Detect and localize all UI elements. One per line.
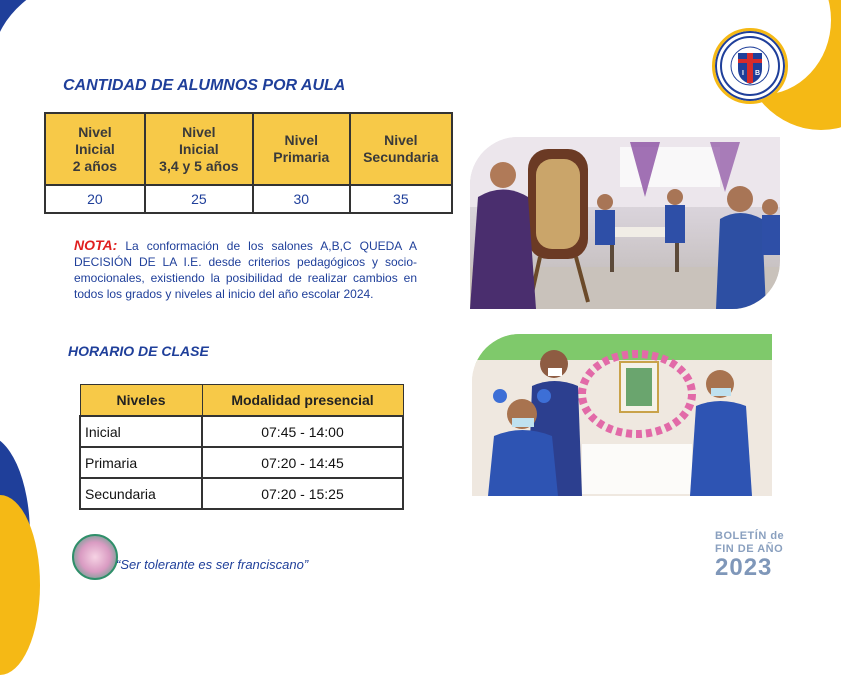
time-inicial: 07:45 - 14:00: [202, 416, 403, 447]
classroom-scene-illustration: [470, 137, 780, 309]
bulletin-year: 2023: [715, 554, 773, 581]
table-header-row: [45, 113, 452, 185]
table-row: [80, 447, 403, 478]
header-modality: Modalidad presencial: [202, 385, 403, 417]
franciscan-emblem: [72, 534, 118, 580]
table-row: [80, 416, 403, 447]
classroom-ceremony-photo: [470, 137, 780, 309]
header-inicial-2: Nivel Inicial 2 años: [45, 113, 145, 185]
level-secundaria: Secundaria: [80, 478, 202, 509]
header-levels: Niveles: [80, 385, 202, 417]
value-primaria: 30: [253, 185, 350, 213]
value-inicial-2: 20: [45, 185, 145, 213]
note-paragraph: [74, 237, 417, 302]
note-label: NOTA:: [74, 237, 118, 253]
svg-text:I: I: [742, 70, 744, 77]
time-secundaria: 07:20 - 15:25: [202, 478, 403, 509]
children-praying-photo: [472, 334, 772, 496]
time-primaria: 07:20 - 14:45: [202, 447, 403, 478]
note-text: La conformación de los salones A,B,C QUEDA A DECISIÓN DE LA I.E. desde criterios pedagógicos y socio-emocionales, existiendo la posibilidad de realizar cambios en todos los grados y niveles al inicio del año escolar 2024.: [74, 239, 417, 301]
header-inicial-345: Nivel Inicial 3,4 y 5 años: [145, 113, 253, 185]
header-secundaria: Nivel Secundaria: [350, 113, 452, 185]
header-primaria: Nivel Primaria: [253, 113, 350, 185]
class-schedule-title: HORARIO DE CLASE: [68, 343, 209, 359]
praying-scene-illustration: [472, 334, 772, 496]
class-schedule-table: [79, 384, 404, 510]
value-secundaria: 35: [350, 185, 452, 213]
bulletin-line1: BOLETÍN de: [715, 530, 785, 542]
level-inicial: Inicial: [80, 416, 202, 447]
value-inicial-345: 25: [145, 185, 253, 213]
table-header-row: [80, 385, 403, 417]
bulletin-badge: [715, 530, 784, 582]
students-per-class-table: [44, 112, 453, 214]
level-primaria: Primaria: [80, 447, 202, 478]
table-row: [45, 185, 452, 213]
bulletin-line2: FIN DE AÑO: [715, 543, 784, 555]
svg-text:B: B: [755, 70, 761, 77]
school-logo: [712, 28, 788, 104]
school-crest-icon: [719, 35, 781, 97]
corner-decoration-top-left-overlay: [0, 0, 177, 130]
corner-decoration-bottom-left-accent: [0, 495, 40, 675]
school-slogan: “Ser tolerante es ser franciscano”: [116, 557, 309, 572]
table-row: [80, 478, 403, 509]
students-per-class-title: CANTIDAD DE ALUMNOS POR AULA: [63, 77, 346, 94]
